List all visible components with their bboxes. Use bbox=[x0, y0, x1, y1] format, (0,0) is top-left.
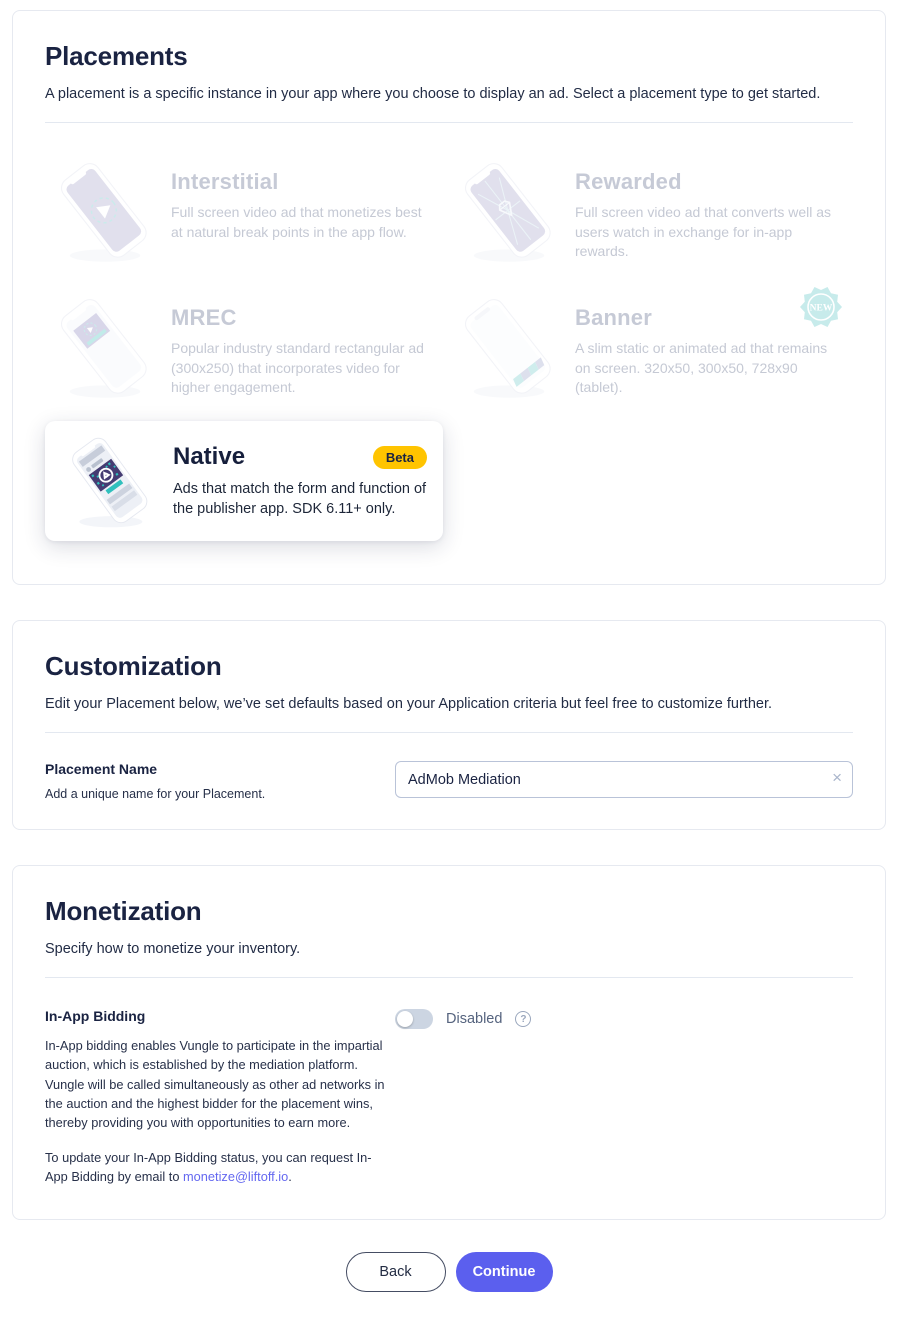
in-app-bidding-label: In-App Bidding bbox=[45, 1008, 146, 1025]
placements-title: Placements bbox=[45, 41, 188, 71]
customization-card bbox=[12, 620, 886, 830]
interstitial-phone-icon bbox=[45, 155, 161, 267]
option-title: MREC bbox=[171, 305, 237, 331]
customization-subtitle: Edit your Placement below, we’ve set defaults based on your Application criteria but feel free to customize further. bbox=[45, 696, 773, 712]
native-phone-icon bbox=[57, 431, 161, 531]
banner-phone-icon bbox=[449, 291, 565, 403]
divider bbox=[45, 122, 853, 123]
in-app-bidding-toggle[interactable] bbox=[395, 1009, 433, 1029]
placement-option-native[interactable] bbox=[45, 421, 443, 541]
note-prefix: To update your In-App Bidding status, you can request In-App Bidding by email to bbox=[45, 1150, 372, 1185]
placements-subtitle: A placement is a specific instance in your app where you choose to display an ad. Select a placement type to get started. bbox=[45, 86, 821, 102]
footer-actions bbox=[0, 1252, 898, 1292]
help-icon[interactable]: ? bbox=[515, 1011, 531, 1027]
in-app-bidding-state: Disabled bbox=[446, 1011, 503, 1028]
in-app-bidding-description: In-App bidding enables Vungle to participate in the impartial auction, which is established by the mediation platform. Vungle will be called simultaneously as other ad networks in the auction and the highest bidder for the placement wins, thereby providing you with opportunities to earn more. bbox=[45, 1038, 385, 1131]
option-description: Popular industry standard rectangular ad (300x250) that incorporates video for higher engagement. bbox=[171, 340, 424, 395]
monetization-card bbox=[12, 865, 886, 1220]
placement-option-mrec[interactable] bbox=[45, 281, 449, 417]
toggle-knob bbox=[397, 1011, 413, 1027]
placements-card bbox=[12, 10, 886, 585]
placement-name-row bbox=[45, 761, 853, 801]
customization-title: Customization bbox=[45, 651, 222, 681]
option-title: Banner bbox=[575, 305, 652, 331]
placement-name-helper: Add a unique name for your Placement. bbox=[45, 787, 266, 802]
placement-name-label: Placement Name bbox=[45, 761, 158, 778]
divider bbox=[45, 977, 853, 978]
monetization-subtitle: Specify how to monetize your inventory. bbox=[45, 941, 301, 957]
option-description: Full screen video ad that converts well as users watch in exchange for in-app rewards. bbox=[575, 204, 832, 259]
option-title: Native bbox=[173, 443, 246, 470]
beta-badge: Beta bbox=[373, 446, 427, 469]
in-app-bidding-note bbox=[45, 1148, 385, 1186]
option-description: Full screen video ad that monetizes best at natural break points in the app flow. bbox=[171, 204, 422, 240]
mrec-phone-icon bbox=[45, 291, 161, 403]
placement-options bbox=[45, 145, 853, 541]
option-description: Ads that match the form and function of the publisher app. SDK 6.11+ only. bbox=[173, 481, 427, 518]
rewarded-phone-icon bbox=[449, 155, 565, 267]
placement-option-rewarded[interactable] bbox=[449, 145, 853, 281]
in-app-bidding-control bbox=[395, 1008, 531, 1029]
back-button[interactable]: Back bbox=[346, 1252, 446, 1292]
new-badge-icon bbox=[799, 285, 843, 329]
monetize-email-link[interactable]: monetize@liftoff.io bbox=[183, 1169, 289, 1185]
placement-name-input[interactable] bbox=[395, 761, 853, 798]
note-suffix: . bbox=[288, 1169, 292, 1185]
monetization-title: Monetization bbox=[45, 896, 202, 926]
option-title: Interstitial bbox=[171, 169, 279, 195]
divider bbox=[45, 732, 853, 733]
new-badge-label: NEW bbox=[809, 303, 833, 314]
placement-option-interstitial[interactable] bbox=[45, 145, 449, 281]
option-title: Rewarded bbox=[575, 169, 682, 195]
clear-input-icon[interactable]: × bbox=[832, 768, 842, 788]
in-app-bidding-row bbox=[45, 1008, 853, 1186]
placement-option-banner[interactable] bbox=[449, 281, 853, 417]
option-description: A slim static or animated ad that remains on screen. 320x50, 300x50, 728x90 (tablet). bbox=[575, 340, 828, 395]
continue-button[interactable]: Continue bbox=[456, 1252, 553, 1292]
